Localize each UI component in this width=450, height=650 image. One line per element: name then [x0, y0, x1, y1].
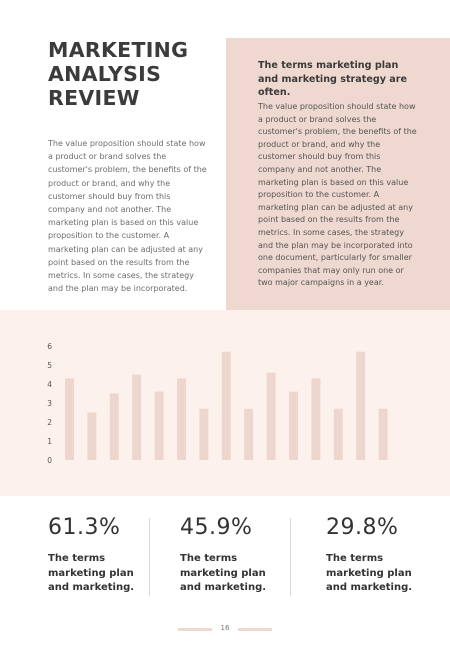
y-tick-label: 5 [47, 361, 52, 370]
chart-bar [87, 413, 96, 461]
y-tick-label: 1 [47, 437, 52, 446]
title-line-2: ANALYSIS [48, 62, 162, 86]
stat-label: The terms marketing plan and marketing. [180, 553, 267, 593]
chart-bar [132, 375, 141, 461]
chart-bar [244, 409, 253, 460]
stat-label: The terms marketing plan and marketing. [48, 553, 135, 593]
title-line-3: REVIEW [48, 86, 140, 110]
chart-bar [65, 378, 74, 460]
chart-bar [289, 392, 298, 460]
chart-bar [199, 409, 208, 460]
stat-2 [180, 515, 270, 596]
title-line-1: MARKETING [48, 38, 189, 62]
chart-bar [356, 352, 365, 460]
stat-label: The terms marketing plan and marketing. [326, 553, 413, 593]
y-tick-label: 4 [47, 380, 52, 389]
y-tick-label: 6 [47, 342, 52, 351]
stat-3 [326, 515, 416, 596]
y-tick-label: 0 [47, 456, 52, 465]
stat-value: 29.8% [326, 515, 399, 540]
chart-band [0, 310, 450, 496]
chart-bar [177, 378, 186, 460]
highlight-panel [226, 38, 450, 310]
stat-divider [149, 518, 150, 596]
chart-bar [222, 352, 231, 460]
y-tick-label: 2 [47, 418, 52, 427]
page-footer-line-right [238, 628, 272, 631]
chart-bar [379, 409, 388, 460]
chart-bar [334, 409, 343, 460]
panel-heading: The terms marketing plan and marketing strategy are often. [258, 60, 408, 98]
intro-paragraph: The value proposition should state how a product or brand solves the customer's problem, the benefits of the product or brand, and why the customer should buy from this company and not another. The marketing plan is based on this value proposition to the customer. A marketing plan can be adjusted at any point based on the results from the metrics. In some cases, the strategy and the plan may be incorporated. [48, 139, 207, 294]
chart-bar [110, 394, 119, 461]
page-title [48, 38, 218, 110]
page-number: 16 [220, 624, 230, 632]
stat-divider [290, 518, 291, 596]
chart-bar [311, 378, 320, 460]
bar-chart [0, 310, 450, 496]
stat-value: 45.9% [180, 515, 253, 540]
chart-bar [155, 392, 164, 460]
y-tick-label: 3 [47, 399, 52, 408]
panel-paragraph: The value proposition should state how a product or brand solves the customer's problem, the benefits of the product or brand, and why the customer should buy from this company and not another. The marketing plan is based on this value proposition to the customer. A marketing plan can be adjusted at any point based on the results from the metrics. In some cases, the strategy and the plan may be incorporated into one document, particularly for smaller companies that may only run one or two major campaigns in a year. [258, 102, 417, 288]
stat-1 [48, 515, 138, 596]
stat-value: 61.3% [48, 515, 121, 540]
chart-bar [267, 373, 276, 460]
